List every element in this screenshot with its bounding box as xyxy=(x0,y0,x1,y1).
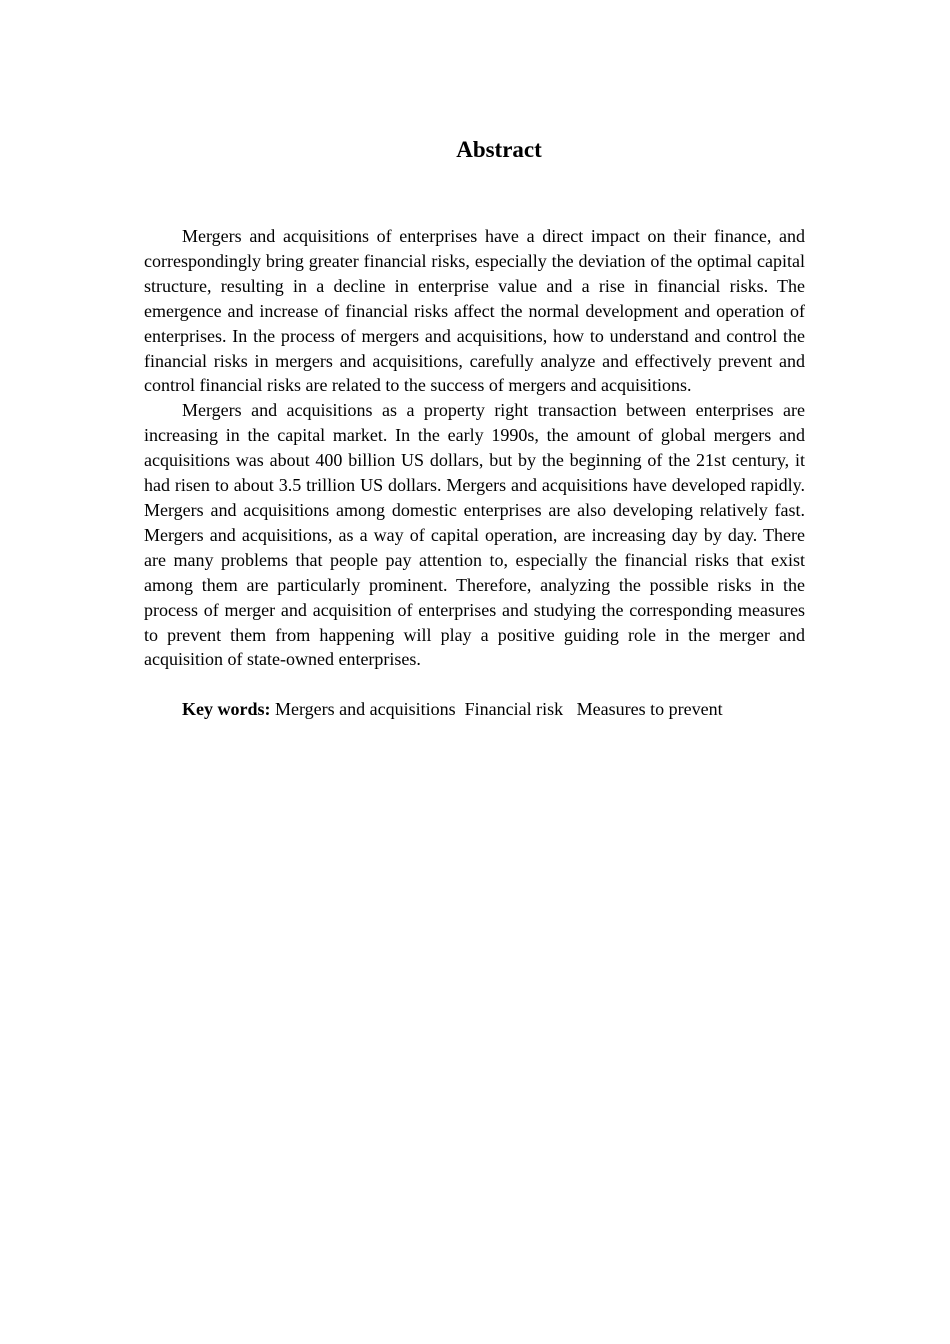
keywords-value: Mergers and acquisitions Financial risk Measures to prevent xyxy=(270,699,723,720)
keywords-line xyxy=(144,697,805,722)
abstract-body xyxy=(144,224,805,722)
keywords-label: Key words: xyxy=(182,699,271,720)
abstract-paragraph-2: Mergers and acquisitions as a property right transaction between enterprises are increasing in the capital market. In the early 1990s, the amount of global mergers and acquisitions was about 400 billion US dollars, but by the beginning of the 21st century, it had risen to about 3.5 trillion US dollars. Mergers and acquisitions have developed rapidly. Mergers and acquisitions among domestic enterprises are also developing relatively fast. Mergers and acquisitions, as a way of capital operation, are increasing day by day. There are many problems that people pay attention to, especially the financial risks that exist among them are particularly prominent. Therefore, analyzing the possible risks in the process of merger and acquisition of enterprises and studying the corresponding measures to prevent them from happening will play a positive guiding role in the merger and acquisition of state-owned enterprises. xyxy=(144,400,805,670)
abstract-paragraph-1: Mergers and acquisitions of enterprises have a direct impact on their finance, and correspondingly bring greater financial risks, especially the deviation of the optimal capital structure, resulting in a decline in enterprise value and a rise in financial risks. The emergence and increase of financial risks affect the normal development and operation of enterprises. In the process of mergers and acquisitions, how to understand and control the financial risks in mergers and acquisitions, carefully analyze and effectively prevent and control financial risks are related to the success of mergers and acquisitions. xyxy=(144,226,805,396)
page-title: Abstract xyxy=(456,137,542,162)
